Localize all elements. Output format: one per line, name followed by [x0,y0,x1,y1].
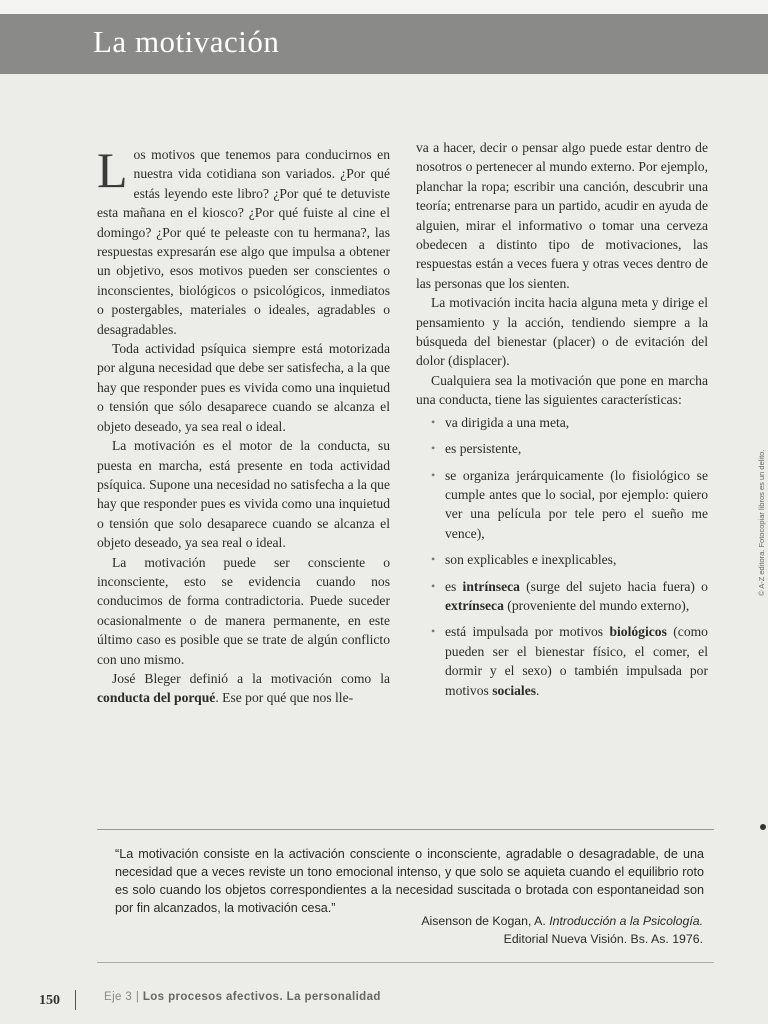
bullet-icon: • [431,578,436,593]
bullet-icon: • [431,552,436,567]
bold-term: extrínseca [445,597,504,613]
bold-term: intrínseca [462,578,520,594]
right-column [416,138,708,707]
left-column [97,142,390,708]
paragraph-text: . Ese por qué que nos lle- [215,690,354,706]
quote-divider-top [97,829,714,830]
paragraph-text: os motivos que tenemos para conducirnos en nuestra vida cotidiana son variados. ¿Por qué estás leyendo este libro? ¿Por qué te detuviste esta mañana en el kiosco? ¿Por qué fuiste al cine el domingo? ¿Por qué te peleaste con tu hermana?, las respuestas expresarán ese algo que impulsa a obtener un objetivo, esos motivos pueden ser conscientes o inconscientes, biológicos o psicológicos, inmediatos o postergables, materiales o ideales, agradables o desagradables. [97,147,390,337]
footer-divider [75,990,76,1010]
bullet-icon: • [431,441,436,456]
margin-mark [760,824,766,830]
drop-cap: L [97,142,128,198]
page-number: 150 [39,993,60,1008]
quote-citation [330,913,703,948]
paragraph-4: La motivación puede ser consciente o inconsciente, esto se evidencia cuando nos conducimos de forma contradictoria. Puede suceder ocasionalmente o de manera permanente, en este último caso es posible que se trate de algún conflicto con uno mismo. [97,554,390,667]
paragraph-8: Cualquiera sea la motivación que pone en marcha una conducta, tiene las siguientes características: [416,372,708,408]
list-item: • se organiza jerárquicamente (lo fisiológico se cumple antes que lo social, por ejemplo: quiero ver una película por tele pero el sueño me vence), [431,467,708,541]
list-item: • va dirigida a una meta, [416,413,708,432]
page-top-margin [0,0,768,14]
quote-text: “La motivación consiste en la activación consciente o inconsciente, agradable o desagradable, de una necesidad que a veces reviste un tono emocional intenso, y que solo se aquieta cuando el equilibrio roto es solo cuando los objetos correspondientes a la necesidad suscitada o brotada con espontaneidad son por fin alcanzados, la motivación cesa.” [115,847,704,915]
footer-axis: Eje 3 [104,991,133,1003]
bold-term: sociales [492,682,537,698]
list-item: • es persistente, [416,439,708,458]
citation-author: Aisenson de Kogan, A. [421,914,550,928]
footer-section-name: Los procesos afectivos. La personalidad [142,991,381,1003]
footer-separator: | [135,991,140,1003]
list-item: • son explicables e inexplicables, [416,550,708,569]
quote-divider-bottom [97,962,714,963]
list-item: • es intrínseca (surge del sujeto hacia fuera) o extrínseca (proveniente del mundo externo), [431,578,708,613]
paragraph-5 [97,669,390,708]
paragraph-2: Toda actividad psíquica siempre está motorizada por alguna necesidad que debe ser satisfecha, a la que hay que responder pues es vivida como una inquietud o tensión que sólo desaparece cuando se alcanza el objeto deseado, ya sea real o ideal. [97,341,390,434]
paragraph-7: La motivación incita hacia alguna meta y dirige el pensamiento y la acción, tendiendo siempre a la búsqueda del bienestar (placer) o de evitación del dolor (displacer). [416,295,708,369]
intro-paragraph [97,142,390,339]
bullet-icon: • [431,414,436,429]
bullet-icon: • [431,467,436,482]
citation-book-title: Introducción a la Psicología. [549,914,703,928]
bullet-icon: • [431,624,436,639]
characteristics-list [416,413,708,700]
paragraph-3: La motivación es el motor de la conducta, su puesta en marcha, está presente en toda actividad psíquica. Supone una necesidad no satisfecha a la que hay que responder pues es vivida como una inquietud o tensión que solo desaparece cuando se alcanza el objeto deseado, ya sea real o ideal. [97,438,390,551]
bold-term: biológicos [609,624,667,640]
list-item: • está impulsada por motivos biológicos (como pueden ser el bienestar físico, el comer, el dormir y el sexo) o también impulsada por motivos sociales. [431,624,708,698]
paragraph-6: va a hacer, decir o pensar algo puede estar dentro de nosotros o pertenecer al mundo externo. Por ejemplo, planchar la ropa; escribir una canción, descubrir una teoría; entrenarse para un partido, acudir en ayuda de alguien, mirar el informativo o tomar una cerveza obedecen a distinto tipo de motivaciones, las respuestas están a veces fuera y otras veces dentro de las personas que los sienten. [416,140,708,291]
copyright-notice: © A-Z editora. Fotocopiar libros es un delito. [757,449,766,596]
footer-section-title [104,991,381,1003]
page-title: La motivación [93,24,280,59]
bold-term: conducta del porqué [97,690,216,706]
citation-publisher: Editorial Nueva Visión. Bs. As. 1976. [503,931,703,946]
paragraph-text: José Bleger definió a la motivación como la [112,670,390,686]
